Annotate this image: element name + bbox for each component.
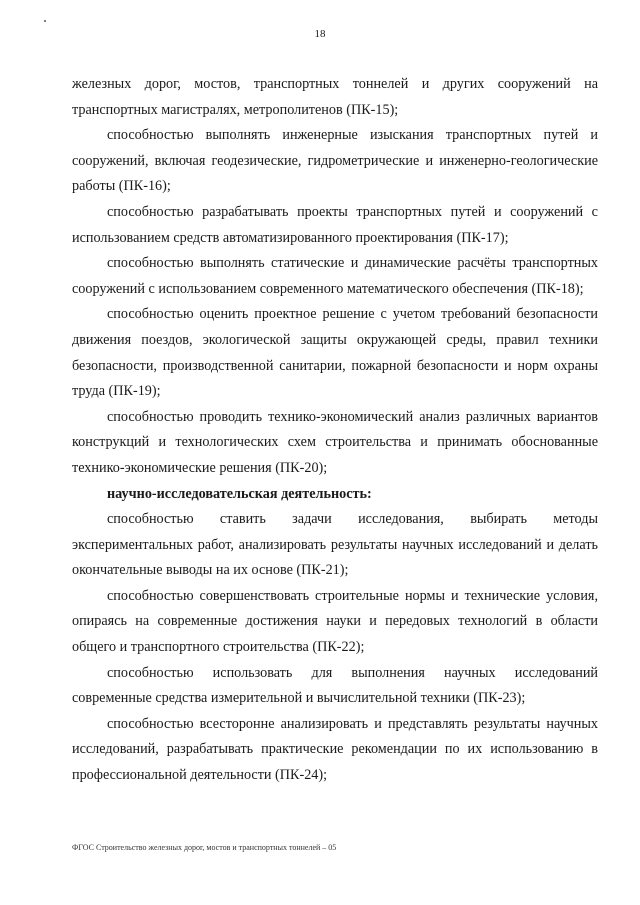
paragraph-pk17: способностью разрабатывать проекты транспортных путей и сооружений с использованием средств автоматизированного проектирования (ПК-17);: [72, 203, 598, 246]
paragraph-pk24: способностью всесторонне анализировать и представлять результаты научных исследований, разрабатывать практические рекомендации по их использованию в профессиональной деятельности (ПК-24);: [72, 715, 598, 784]
page-footer: ФГОС Строительство железных дорог, мостов и транспортных тоннелей – 05: [72, 843, 337, 852]
body-text: [72, 72, 598, 789]
paragraph-pk20: способностью проводить технико-экономический анализ различных вариантов конструкций и технологических схем строительства и принимать обоснованные технико-экономические решения (ПК-20);: [72, 408, 598, 476]
scan-speck: [44, 20, 46, 22]
paragraph-pk15-continuation: железных дорог, мостов, транспортных тоннелей и других сооружений на транспортных магистралях, метрополитенов (ПК-15);: [72, 76, 598, 118]
paragraph-pk16: способностью выполнять инженерные изыскания транспортных путей и сооружений, включая геодезические, гидрометрические и инженерно-геологические работы (ПК-16);: [72, 127, 598, 195]
section-heading-research: научно-исследовательская деятельность:: [107, 485, 372, 502]
paragraph-pk18: способностью выполнять статические и динамические расчёты транспортных сооружений с использованием современного математического обеспечения (ПК-18);: [72, 255, 598, 297]
paragraph-pk23: способностью использовать для выполнения научных исследований современные средства измерительной и вычислительной техники (ПК-23);: [72, 664, 598, 707]
paragraph-pk22: способностью совершенствовать строительные нормы и технические условия, опираясь на современные достижения науки и передовых технологий в области общего и транспортного строительства (ПК-22);: [72, 587, 598, 656]
paragraph-pk19: способностью оценить проектное решение с учетом требований безопасности движения поездов, экологической защиты окружающей среды, правил техники безопасности, производственной санитарии, пожарной безопасности и норм охраны труда (ПК-19);: [72, 306, 598, 400]
page-number: 18: [314, 28, 326, 40]
paragraph-pk21: способностью ставить задачи исследования, выбирать методы экспериментальных работ, анализировать результаты научных исследований и делать окончательные выводы на их основе (ПК-21);: [72, 511, 598, 579]
